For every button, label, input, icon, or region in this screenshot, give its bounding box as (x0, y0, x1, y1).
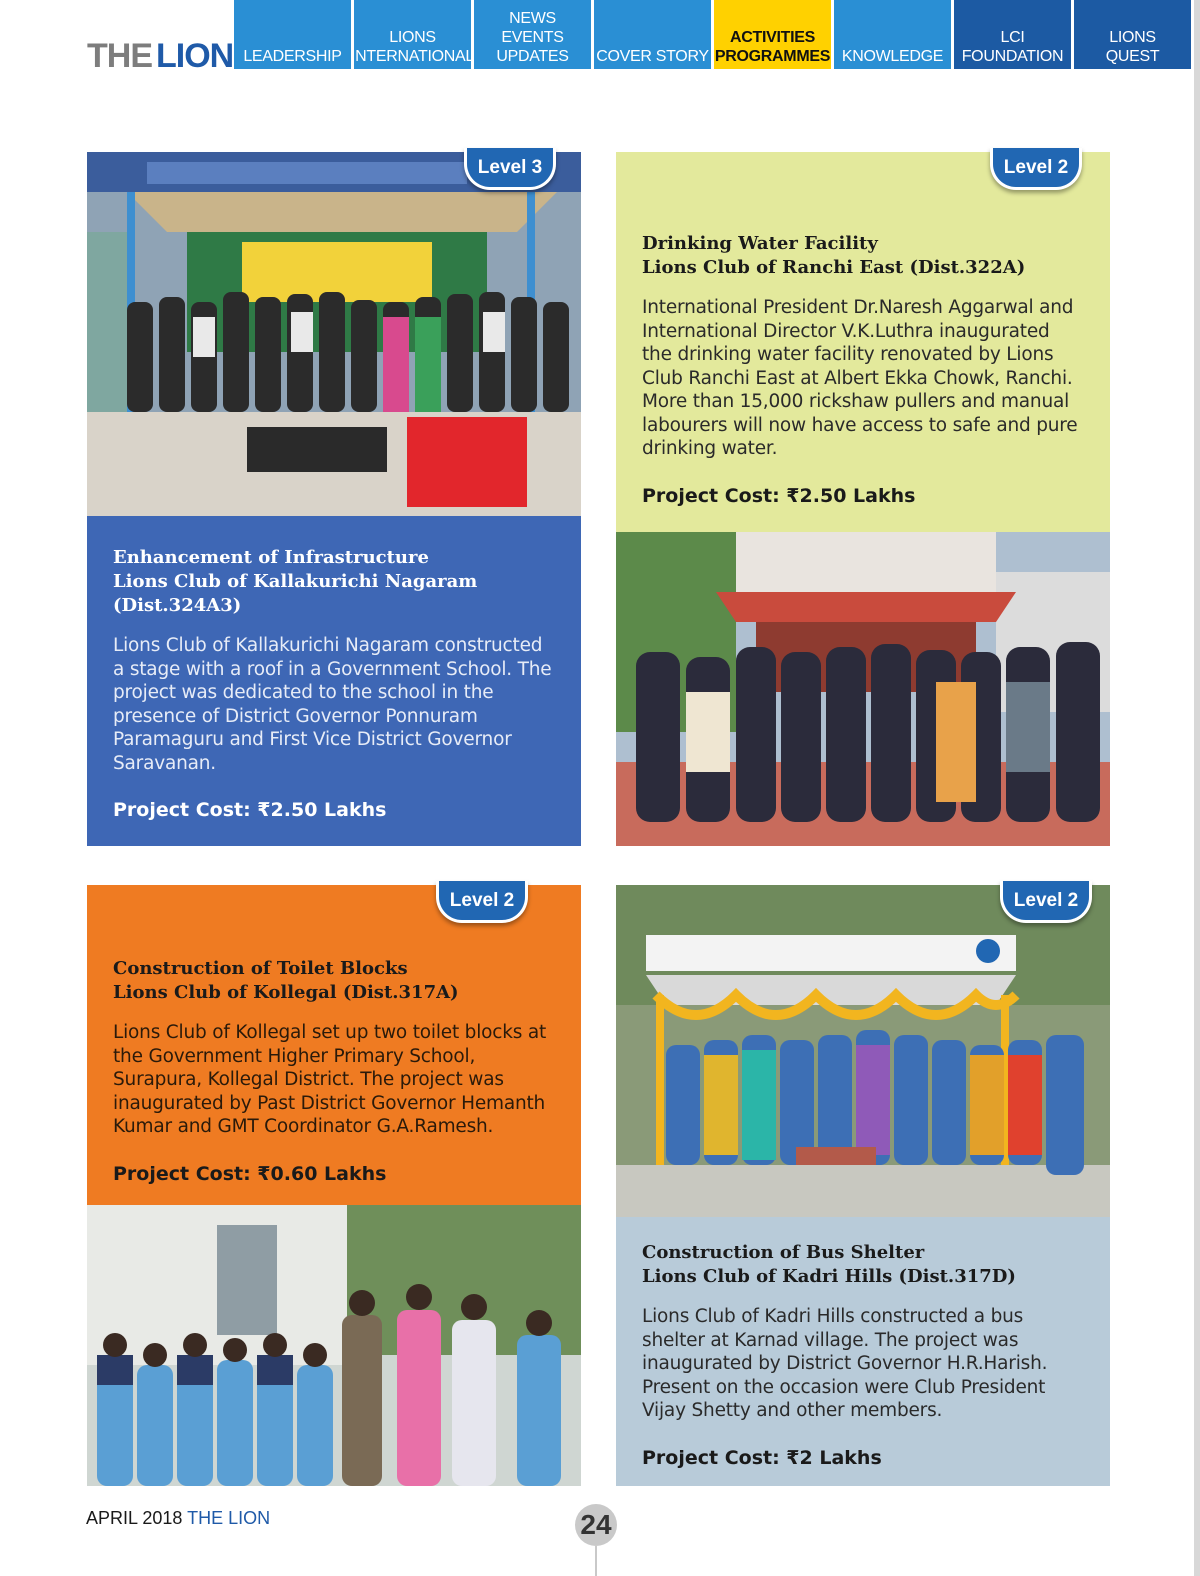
project-title (113, 957, 555, 1005)
project-card-kollegal (87, 885, 581, 1205)
logo-the: THE (87, 37, 152, 75)
project-cost: Project Cost: ₹2.50 Lakhs (642, 484, 916, 507)
page-number: 24 (575, 1504, 617, 1546)
tab-lci-foundation[interactable]: LCI FOUNDATION (954, 0, 1071, 69)
tab-knowledge[interactable]: KNOWLEDGE (834, 0, 951, 69)
project-title (113, 546, 555, 618)
project-cost: Project Cost: ₹0.60 Lakhs (113, 1162, 387, 1185)
project-cost: Project Cost: ₹2 Lakhs (642, 1446, 882, 1469)
issue-date: APRIL 2018 (86, 1508, 183, 1528)
project-description: International President Dr.Naresh Aggarwal and International Director V.K.Luthra inaugurated the drinking water facility renovated by Lions Club Ranchi East at Albert Ekka Chowk, Ranchi. More than 15,000 rickshaw pullers and manual labourers will now have access to safe and pure drinking water. (642, 297, 1078, 459)
project-type: Construction of Bus Shelter (642, 1242, 925, 1263)
project-club: Lions Club of Ranchi East (Dist.322A) (642, 257, 1026, 278)
project-type: Construction of Toilet Blocks (113, 958, 408, 979)
project-club: Lions Club of Kollegal (Dist.317A) (113, 982, 459, 1003)
photo-ranchi-water-facility (616, 532, 1110, 846)
section-nav (234, 0, 1194, 69)
project-card-ranchi (616, 152, 1110, 532)
tab-lions-quest[interactable]: LIONS QUEST (1074, 0, 1191, 69)
project-cost: Project Cost: ₹2.50 Lakhs (113, 799, 387, 821)
level-badge: Level 2 (436, 881, 528, 923)
tab-leadership[interactable]: LEADERSHIP (234, 0, 351, 69)
tab-news-events-updates[interactable]: NEWS EVENTS UPDATES (474, 0, 591, 69)
project-title (642, 1241, 1084, 1289)
magazine-logo[interactable] (87, 36, 233, 76)
project-card-kallakurichi (87, 516, 581, 846)
page-edge (1194, 0, 1200, 1576)
level-badge: Level 3 (464, 148, 556, 190)
project-card-kadri-hills (616, 1217, 1110, 1486)
project-description: Lions Club of Kadri Hills constructed a bus shelter at Karnad village. The project was inaugurated by District Governor H.R.Harish. Present on the occasion were Club President Vijay Shetty and other members. (642, 1306, 1048, 1421)
project-club: Lions Club of Kallakurichi Nagaram (Dist.324A3) (113, 571, 478, 616)
footer-magazine-name: THE LION (187, 1508, 271, 1528)
photo-kadri-hills-bus-shelter (616, 885, 1110, 1217)
page-number-divider (595, 1546, 597, 1576)
tab-activities-programmes[interactable]: ACTIVITIES PROGRAMMES (714, 0, 831, 69)
project-type: Drinking Water Facility (642, 233, 878, 254)
project-title (642, 232, 1084, 280)
project-description: Lions Club of Kollegal set up two toilet blocks at the Government Higher Primary School, Surapura, Kollegal District. The project was inaugurated by Past District Governor Hemanth Kumar and GMT Coordinator G.A.Ramesh. (113, 1022, 547, 1137)
tab-lions-international[interactable]: LIONS INTERNATIONAL (354, 0, 471, 69)
logo-lion: LION (156, 37, 234, 75)
tab-cover-story[interactable]: COVER STORY (594, 0, 711, 69)
level-badge: Level 2 (990, 148, 1082, 190)
project-description: Lions Club of Kallakurichi Nagaram constructed a stage with a roof in a Government School. The project was dedicated to the school in the presence of District Governor Ponnuram Paramaguru and First Vice District Governor Saravanan. (113, 635, 552, 774)
footer-issue (86, 1508, 270, 1529)
photo-kollegal-toilet-blocks (87, 1205, 581, 1486)
project-type: Enhancement of Infrastructure (113, 547, 429, 568)
photo-kallakurichi-stage (87, 152, 581, 516)
level-badge: Level 2 (1000, 881, 1092, 923)
project-club: Lions Club of Kadri Hills (Dist.317D) (642, 1266, 1016, 1287)
